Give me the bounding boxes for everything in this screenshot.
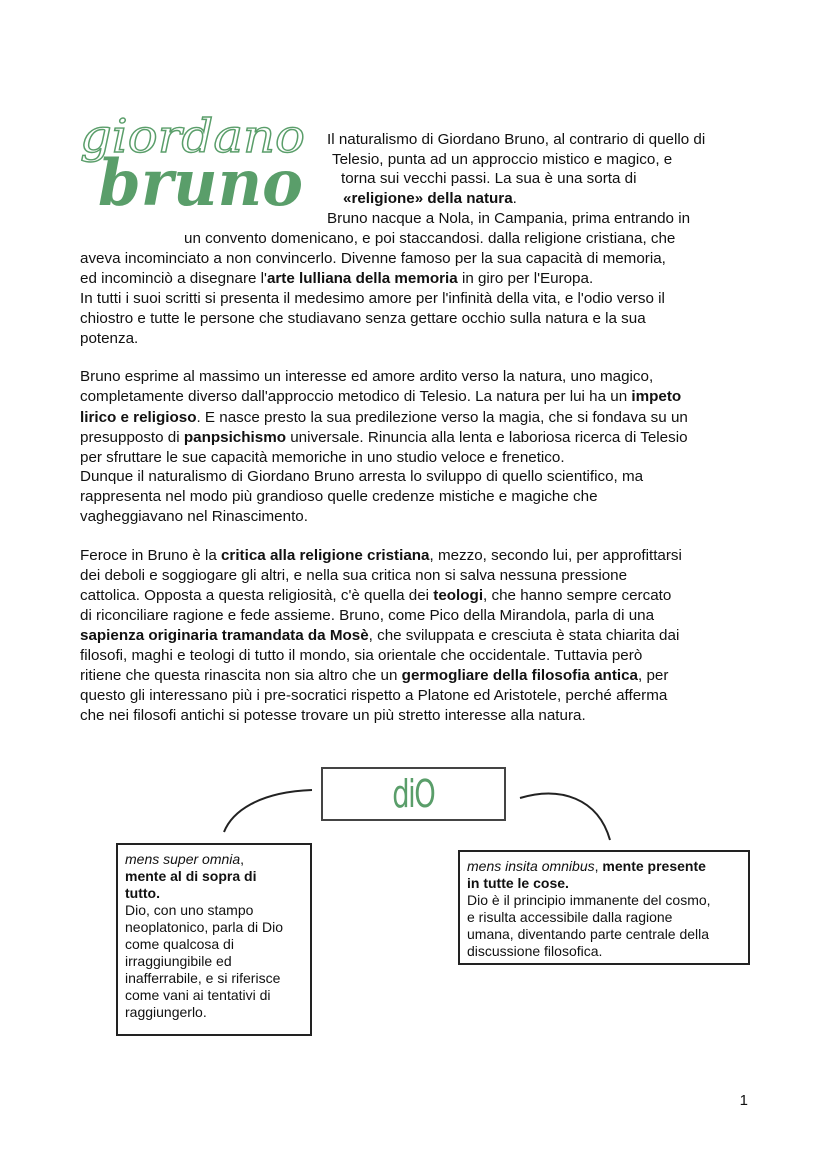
para3-line-4: di riconciliare ragione e fede assieme. Bruno, come Pico della Mirandola, parla di una — [80, 607, 655, 624]
left-text-2: neoplatonico, parla di Dio — [125, 919, 283, 935]
left-text-7: raggiungerlo. — [125, 1004, 207, 1020]
intro-line-4: «religione» della natura. — [343, 190, 517, 207]
mens-super-omnia-box — [116, 843, 312, 1036]
left-text-1: Dio, con uno stampo — [125, 902, 254, 918]
para2-line-5: per sfruttare le sue capacità memoriche in uno studio veloce e frenetico. — [80, 449, 565, 466]
intro-line-2: Telesio, punta ad un approccio mistico e magico, e — [332, 151, 673, 168]
para2-line-7: rappresenta nel modo più grandioso quelle credenze mistiche e magiche che — [80, 488, 598, 505]
para3-line-9: che nei filosofi antichi si potesse trovare un più stretto interesse alla natura. — [80, 707, 586, 724]
intro-line-9: In tutti i suoi scritti si presenta il medesimo amore per l'infinità della vita, e l'odio verso il — [80, 290, 665, 307]
left-heading: mens super omnia, — [125, 851, 245, 867]
left-bold-1: mente al di sopra di — [125, 868, 257, 884]
para3-line-2: dei deboli e soggiogare gli altri, e nella sua critica non si salva nessuna pressione — [80, 567, 628, 584]
right-bold: in tutte le cose. — [467, 875, 569, 891]
intro-line-11: potenza. — [80, 330, 139, 347]
para3-line-1: Feroce in Bruno è la critica alla religione cristiana, mezzo, secondo lui, per approfittarsi — [80, 547, 682, 564]
intro-line-3: torna sui vecchi passi. La sua è una sorta di — [341, 170, 637, 187]
right-heading: mens insita omnibus, mente presente — [467, 858, 706, 874]
para2-line-8: vagheggiavano nel Rinascimento. — [80, 508, 308, 525]
para2-line-2: completamente diverso dall'approccio metodico di Telesio. La natura per lui ha un impeto — [80, 388, 682, 405]
left-text-6: come vani ai tentativi di — [125, 987, 271, 1003]
right-text-3: umana, diventando parte centrale della — [467, 926, 710, 942]
page-number: 1 — [739, 1092, 748, 1109]
para2-line-1: Bruno esprime al massimo un interesse ed amore ardito verso la natura, uno magico, — [80, 368, 654, 385]
right-connector — [520, 794, 610, 840]
intro-line-7: aveva incominciato a non convincerlo. Divenne famoso per la sua capacità di memoria, — [80, 250, 666, 267]
left-text-4: irraggiungibile ed — [125, 953, 232, 969]
mens-insita-omnibus-box — [458, 850, 750, 965]
dio-label: diO — [392, 772, 435, 816]
right-text-1: Dio è il principio immanente del cosmo, — [467, 892, 711, 908]
para2-line-4: presupposto di panpsichismo universale. Rinuncia alla lenta e laboriosa ricerca di Telesio — [80, 429, 688, 446]
right-text-4: discussione filosofica. — [467, 943, 603, 959]
left-text-5: inafferrabile, e si riferisce — [125, 970, 281, 986]
dio-box — [321, 767, 506, 821]
para2-line-3: lirico e religioso. E nasce presto la sua predilezione verso la magia, che si fondava su un — [80, 409, 688, 426]
para3-line-5: sapienza originaria tramandata da Mosè, che sviluppata e cresciuta è stata chiarita dai — [80, 627, 680, 644]
intro-line-10: chiostro e tutte le persone che studiavano senza gettare occhio sulla natura e la sua — [80, 310, 646, 327]
right-text-2: e risulta accessibile dalla ragione — [467, 909, 673, 925]
left-connector — [224, 790, 312, 832]
intro-line-1: Il naturalismo di Giordano Bruno, al contrario di quello di — [327, 131, 706, 148]
para3-line-8: questo gli interessano più i pre-socratici rispetto a Platone ed Aristotele, perché afferma — [80, 687, 668, 704]
left-bold-2: tutto. — [125, 885, 160, 901]
title-giordano: giordano — [80, 109, 305, 163]
para3-line-3: cattolica. Opposta a questa religiosità, c'è quella dei teologi, che hanno sempre cercato — [80, 587, 672, 604]
intro-line-5: Bruno nacque a Nola, in Campania, prima entrando in — [327, 210, 691, 227]
para3-line-6: filosofi, maghi e teologi di tutto il mondo, sia orientale che occidentale. Tuttavia però — [80, 647, 643, 664]
para2-line-6: Dunque il naturalismo di Giordano Bruno arresta lo sviluppo di quello scientifico, ma — [80, 468, 644, 485]
title-bruno: bruno — [98, 146, 303, 221]
intro-line-6: un convento domenicano, e poi staccandosi. dalla religione cristiana, che — [184, 230, 676, 247]
para3-line-7: ritiene che questa rinascita non sia altro che un germogliare della filosofia antica, per — [80, 667, 669, 684]
left-text-3: come qualcosa di — [125, 936, 234, 952]
intro-line-8: ed incominciò a disegnare l'arte lulliana della memoria in giro per l'Europa. — [80, 270, 594, 287]
